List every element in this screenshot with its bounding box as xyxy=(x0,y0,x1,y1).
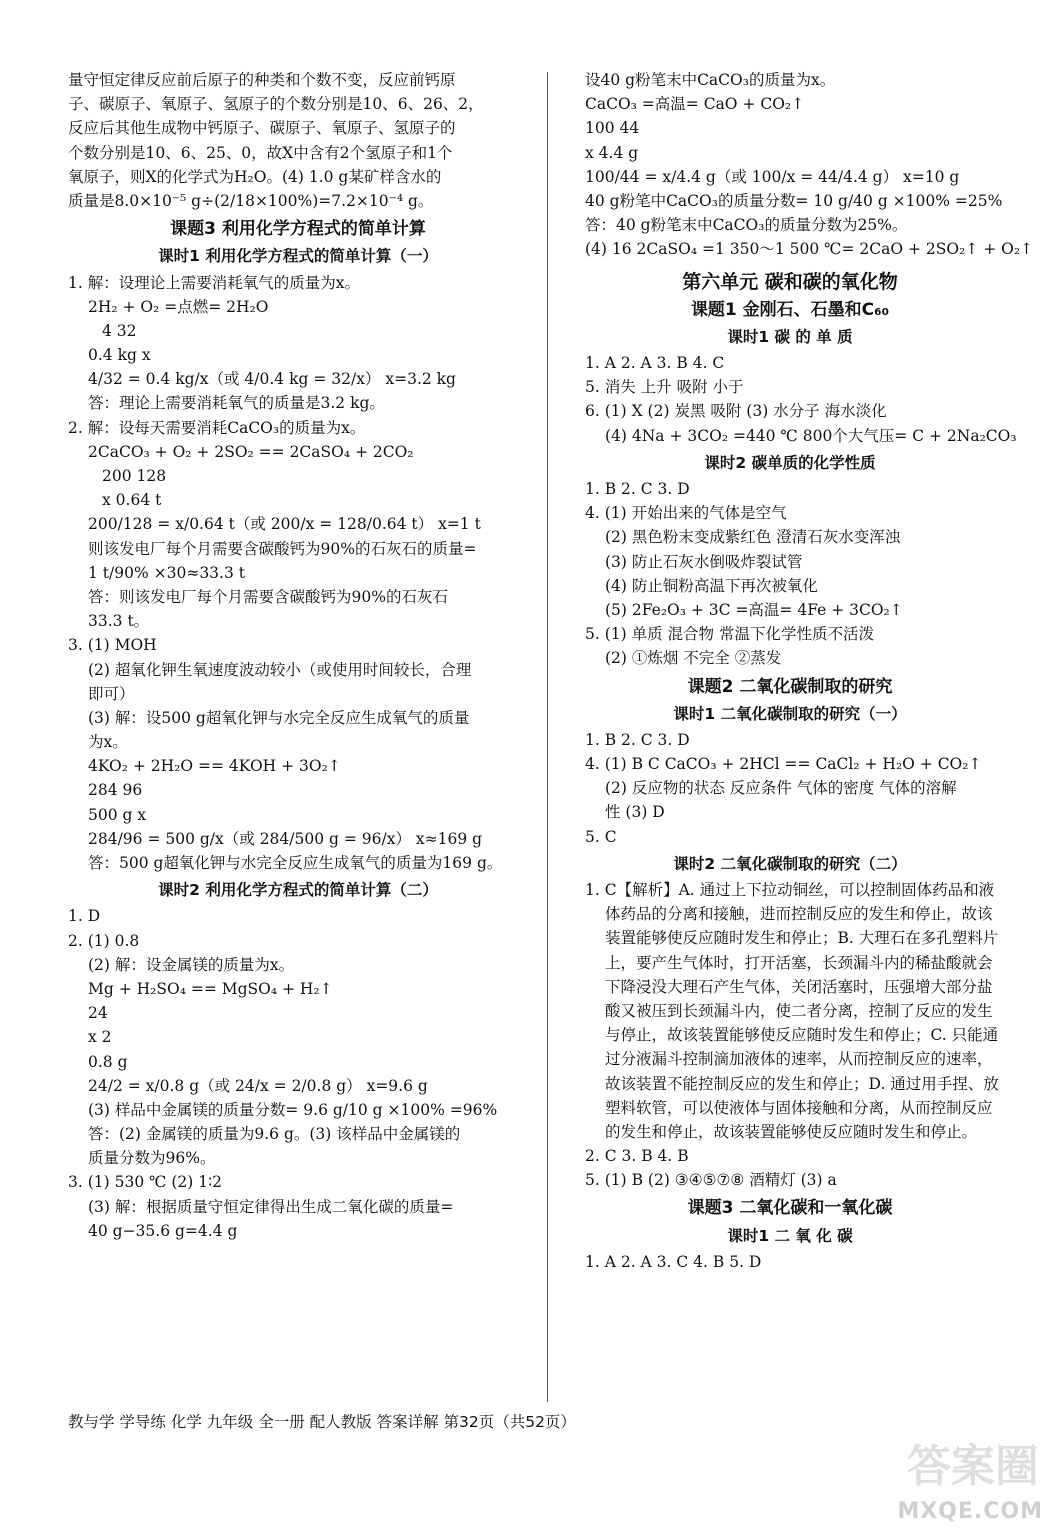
answer-line: 100/44 = x/4.4 g（或 100/x = 44/4.4 g） x=10 g xyxy=(585,167,960,186)
answer-line: 1. A 2. A 3. C 4. B 5. D xyxy=(585,1252,762,1271)
answer-line: 500 g x xyxy=(88,805,147,824)
section-heading: 第六单元 碳和碳的氧化物 xyxy=(682,270,898,293)
section-heading: 课时2 利用化学方程式的简单计算（二） xyxy=(158,881,438,900)
answer-line: 4 32 xyxy=(102,321,137,340)
answer-line: 酸又被压到长颈漏斗内，使二者分离，控制了反应的发生 xyxy=(605,1001,993,1020)
answer-line: 即可） xyxy=(88,684,135,703)
answer-line: 的发生和停止，故该装置能够使反应随时发生和停止。 xyxy=(605,1122,978,1141)
answer-line: 6. (1) X (2) 炭黑 吸附 (3) 水分子 海水淡化 xyxy=(585,402,887,421)
section-heading: 课时2 二氧化碳制取的研究（二） xyxy=(673,854,907,873)
answer-line: 1. B 2. C 3. D xyxy=(585,730,690,749)
answer-line: (4) 防止铜粉高温下再次被氧化 xyxy=(605,576,818,595)
answer-line: 3. (1) MOH xyxy=(68,636,157,655)
answer-line: 0.4 kg x xyxy=(88,346,151,365)
section-heading: 课时1 二 氧 化 碳 xyxy=(727,1226,853,1245)
answer-line: 5. 消失 上升 吸附 小于 xyxy=(585,378,744,397)
column-divider xyxy=(547,72,548,1402)
answer-line: 答：则该发电厂每个月需要含碳酸钙为90%的石灰石 xyxy=(88,587,448,606)
answer-line: (4) 16 2CaSO₄ =1 350～1 500 ℃= 2CaO + 2SO₂↑ + O₂↑ xyxy=(585,240,1034,259)
section-heading: 课题1 金刚石、石墨和C₆₀ xyxy=(690,299,890,320)
answer-line: 200/128 = x/0.64 t（或 200/x = 128/0.64 t） x=1 t xyxy=(88,515,481,534)
left-column xyxy=(68,68,528,1243)
answer-line: 284/96 = 500 g/x（或 284/500 g = 96/x） x≈169 g xyxy=(88,829,483,848)
answer-line: 4KO₂ + 2H₂O == 4KOH + 3O₂↑ xyxy=(88,757,341,776)
answer-line: 答：40 g粉笔末中CaCO₃的质量分数为25%。 xyxy=(585,216,908,235)
answer-line: 24 xyxy=(88,1004,108,1023)
answer-line: (2) 黑色粉末变成紫红色 澄清石灰水变浑浊 xyxy=(605,528,901,547)
answer-line: 体药品的分离和接触，进而控制反应的发生和停止，故该 xyxy=(605,905,993,924)
section-heading: 课题3 利用化学方程式的简单计算 xyxy=(170,219,426,240)
answer-line: (3) 样品中金属镁的质量分数= 9.6 g/10 g ×100% =96% xyxy=(88,1100,498,1119)
answer-line: 284 96 xyxy=(88,781,143,800)
answer-line: 4. (1) 开始出来的气体是空气 xyxy=(585,504,787,523)
section-heading: 课题3 二氧化碳和一氧化碳 xyxy=(687,1198,893,1219)
answer-line: 2CaCO₃ + O₂ + 2SO₂ == 2CaSO₄ + 2CO₂ xyxy=(88,442,414,461)
answer-line: 1. 解：设理论上需要消耗氧气的质量为x。 xyxy=(68,273,360,292)
answer-line: 装置能够使反应随时发生和停止；B. 大理石在多孔塑料片 xyxy=(605,929,999,948)
answer-line: 为x。 xyxy=(88,733,128,752)
answer-line: 子、碳原子、氧原子、氢原子的个数分别是10、6、26、2， xyxy=(68,95,484,114)
answer-line: 1. A 2. A 3. B 4. C xyxy=(585,354,725,373)
answer-line: 2. (1) 0.8 xyxy=(68,931,140,950)
answer-line: 上，要产生气体时，打开活塞，长颈漏斗内的稀盐酸就会 xyxy=(605,953,993,972)
section-heading: 课题2 二氧化碳制取的研究 xyxy=(687,676,893,697)
answer-line: (2) 超氧化钾生氧速度波动较小（或使用时间较长，合理 xyxy=(88,660,472,679)
page-footer: 教与学 学导练 化学 九年级 全一册 配人教版 答案详解 第32页（共52页） xyxy=(68,1413,576,1431)
answer-line: 1. B 2. C 3. D xyxy=(585,480,690,498)
answer-line: 1. C【解析】A. 通过上下拉动铜丝，可以控制固体药品和液 xyxy=(585,881,995,899)
answer-line: 40 g粉笔中CaCO₃的质量分数= 10 g/40 g ×100% =25% xyxy=(585,191,1003,210)
answer-line: 答：500 g超氧化钾与水完全反应生成氧气的质量为169 g。 xyxy=(88,854,503,872)
answer-line: 24/2 = x/0.8 g（或 24/x = 2/0.8 g） x=9.6 g xyxy=(88,1076,428,1095)
answer-line: 4. (1) B C CaCO₃ + 2HCl == CaCl₂ + H₂O + CO₂↑ xyxy=(585,755,982,774)
answer-line: (3) 解：根据质量守恒定律得出生成二氧化碳的质量= xyxy=(88,1197,454,1216)
answer-line: 下降浸没大理石产生气体，关闭活塞时，压强增大部分盐 xyxy=(605,977,993,996)
answer-line: 5. C xyxy=(585,827,617,846)
answer-line: 5. (1) B (2) ③④⑤⑦⑧ 酒精灯 (3) a xyxy=(585,1171,837,1190)
answer-line: 1. D xyxy=(68,907,101,926)
answer-line: 与停止，故该装置能够使反应随时发生和停止；C. 只能通 xyxy=(605,1026,999,1045)
answer-line: 过分液漏斗控制滴加液体的速率，从而控制反应的速率， xyxy=(605,1050,993,1069)
answer-line: x 0.64 t xyxy=(102,491,162,510)
answer-line: (4) 4Na + 3CO₂ =440 ℃ 800个大气压= C + 2Na₂CO₃ xyxy=(605,426,1017,445)
answer-line: 反应后其他生成物中钙原子、碳原子、氧原子、氢原子的 xyxy=(68,119,456,138)
answer-line: 个数分别是10、6、25、0，故X中含有2个氢原子和1个 xyxy=(68,143,453,162)
answer-line: 答：理论上需要消耗氧气的质量是3.2 kg。 xyxy=(88,394,385,413)
section-heading: 课时1 二氧化碳制取的研究（一） xyxy=(673,704,907,723)
watermark-logo: 答案圈 xyxy=(907,1441,1039,1492)
answer-line: 质量是8.0×10⁻⁵ g÷(2/18×100%)=7.2×10⁻⁴ g。 xyxy=(68,191,434,210)
answer-line: CaCO₃ =高温= CaO + CO₂↑ xyxy=(585,95,805,114)
answer-line: 2H₂ + O₂ =点燃= 2H₂O xyxy=(88,297,269,316)
answer-line: 氧原子，则X的化学式为H₂O。(4) 1.0 g某矿样含水的 xyxy=(68,167,442,186)
answer-line: 100 44 xyxy=(585,119,640,138)
answer-line: Mg + H₂SO₄ == MgSO₄ + H₂↑ xyxy=(88,979,333,998)
answer-line: 则该发电厂每个月需要含碳酸钙为90%的石灰石的质量= xyxy=(88,539,477,558)
answer-line: 0.8 g xyxy=(88,1052,128,1071)
answer-line: 故该装置不能控制反应的发生和停止；D. 通过用手捏、放 xyxy=(605,1074,999,1093)
answer-line: 4/32 = 0.4 kg/x（或 4/0.4 kg = 32/x） x=3.2 kg xyxy=(88,370,456,389)
answer-line: 设40 g粉笔末中CaCO₃的质量为x。 xyxy=(585,71,836,89)
answer-line: (5) 2Fe₂O₃ + 3C =高温= 4Fe + 3CO₂↑ xyxy=(605,600,903,619)
answer-line: (3) 解：设500 g超氧化钾与水完全反应生成氧气的质量 xyxy=(88,708,470,727)
answer-line: 2. C 3. B 4. B xyxy=(585,1147,689,1166)
answer-line: 答：(2) 金属镁的质量为9.6 g。(3) 该样品中金属镁的 xyxy=(88,1125,461,1144)
section-heading: 课时1 利用化学方程式的简单计算（一） xyxy=(158,247,438,266)
answer-line: 性 (3) D xyxy=(605,803,665,822)
answer-line: 200 128 xyxy=(102,467,167,485)
answer-line: 3. (1) 530 ℃ (2) 1∶2 xyxy=(68,1173,223,1192)
answer-line: (2) ①炼烟 不完全 ②蒸发 xyxy=(605,649,782,668)
answer-line: x 2 xyxy=(88,1028,112,1047)
right-column xyxy=(585,68,1034,1274)
section-heading: 课时1 碳 的 单 质 xyxy=(727,327,853,346)
answer-line: 2. 解：设每天需要消耗CaCO₃的质量为x。 xyxy=(68,418,366,437)
answer-line: 量守恒定律反应前后原子的种类和个数不变，反应前钙原 xyxy=(68,71,456,89)
answer-line: (2) 解：设金属镁的质量为x。 xyxy=(88,955,295,974)
answer-line: 40 g−35.6 g=4.4 g xyxy=(88,1221,238,1240)
answer-line: (3) 防止石灰水倒吸炸裂试管 xyxy=(605,552,803,571)
answer-line: 5. (1) 单质 混合物 常温下化学性质不活泼 xyxy=(585,625,874,644)
answer-line: (2) 反应物的状态 反应条件 气体的密度 气体的溶解 xyxy=(605,779,957,798)
watermark-url: MXQE.COM xyxy=(897,1499,1043,1524)
answer-line: x 4.4 g xyxy=(585,143,639,162)
answer-line: 1 t/90% ×30≈33.3 t xyxy=(88,563,245,582)
answer-line: 质量分数为96%。 xyxy=(88,1149,216,1168)
answer-line: 塑料软管，可以使液体与固体接触和分离，从而控制反应 xyxy=(605,1098,993,1117)
answer-line: 33.3 t。 xyxy=(88,612,150,631)
section-heading: 课时2 碳单质的化学性质 xyxy=(704,453,876,472)
